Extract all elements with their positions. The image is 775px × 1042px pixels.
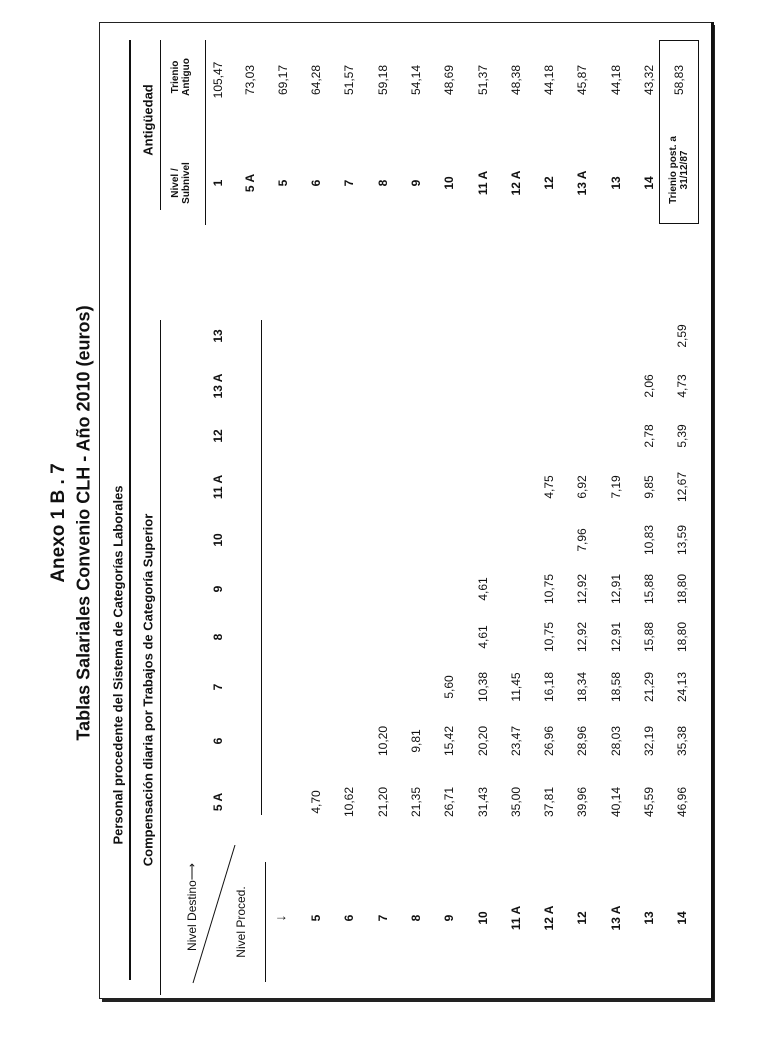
header-antiguedad: Antigüedad	[140, 84, 156, 156]
table-cell: 45,59	[642, 786, 656, 818]
table-cell: 12,67	[675, 471, 689, 503]
table-cell: 2,78	[642, 424, 656, 448]
destino-column-header: 13 A	[211, 373, 225, 399]
antiguedad-trienio: 51,57	[342, 64, 356, 96]
row-level-label: 10	[476, 911, 490, 925]
table-cell: 10,62	[342, 786, 356, 818]
antiguedad-nivel: 5 A	[243, 173, 257, 193]
antiguedad-nivel: 9	[409, 179, 423, 187]
table-cell: 15,42	[442, 725, 456, 757]
antiguedad-trienio: 54,14	[409, 64, 423, 96]
trienio-post-value: 58,83	[672, 64, 686, 96]
antiguedad-trienio: 51,37	[476, 64, 490, 96]
trienio-post-label: Trienio post. a 31/12/87	[668, 136, 690, 204]
row-level-label: 6	[342, 914, 356, 922]
antiguedad-col-trienio: Trienio Antiguo	[170, 58, 192, 96]
table-cell: 39,96	[575, 786, 589, 818]
table-cell: 9,85	[642, 475, 656, 499]
antiguedad-trienio: 59,18	[376, 64, 390, 96]
antiguedad-nivel: 6	[309, 179, 323, 187]
table-cell: 10,75	[542, 621, 556, 653]
antiguedad-nivel: 10	[442, 176, 456, 190]
row-level-label: 11 A	[509, 905, 523, 931]
row-level-label: 7	[376, 914, 390, 922]
table-cell: 4,70	[309, 790, 323, 814]
table-cell: 26,96	[542, 725, 556, 757]
table-cell: 4,61	[476, 577, 490, 601]
table-cell: 5,60	[442, 675, 456, 699]
row-level-label: 12	[575, 911, 589, 925]
destino-column-header: 9	[211, 585, 225, 593]
destino-column-header: 8	[211, 633, 225, 641]
header-rule-top	[129, 40, 131, 980]
antiguedad-nivel: 8	[376, 179, 390, 187]
table-cell: 21,35	[409, 786, 423, 818]
table-cell: 18,58	[609, 671, 623, 703]
header-rule-personal	[160, 320, 161, 995]
row-level-label: 14	[675, 911, 689, 925]
antiguedad-trienio: 45,87	[575, 64, 589, 96]
nivel-destino-label: Nivel Destino⟶	[185, 863, 199, 951]
nivel-proced-label: Nivel Proced.	[234, 886, 248, 958]
row-level-label: 13 A	[609, 905, 623, 931]
table-cell: 15,88	[642, 573, 656, 605]
table-cell: 10,20	[376, 725, 390, 757]
antiguedad-trienio: 105,47	[211, 61, 225, 99]
destino-column-header: 11 A	[211, 474, 225, 500]
row-level-label: 9	[442, 914, 456, 922]
antiguedad-nivel: 5	[276, 179, 290, 187]
table-cell: 20,20	[476, 725, 490, 757]
antiguedad-nivel: 12	[542, 176, 556, 190]
table-cell: 6,92	[575, 475, 589, 499]
table-cell: 2,59	[675, 324, 689, 348]
antiguedad-trienio: 69,17	[276, 64, 290, 96]
rowheader-rule	[265, 862, 266, 982]
row-level-label: 5	[309, 914, 323, 922]
antiguedad-nivel: 11 A	[476, 170, 490, 196]
table-cell: 7,96	[575, 528, 589, 552]
antiguedad-col-nivel: Nivel / Subnivel	[170, 162, 192, 204]
antiguedad-trienio: 43,32	[642, 64, 656, 96]
table-cell: 10,38	[476, 671, 490, 703]
table-cell: 21,29	[642, 671, 656, 703]
column-header-rule	[261, 320, 262, 815]
down-arrow-icon: ↓	[272, 914, 288, 922]
destino-column-header: 7	[211, 683, 225, 691]
table-cell: 28,96	[575, 725, 589, 757]
table-cell: 4,73	[675, 374, 689, 398]
destino-column-header: 5 A	[211, 792, 225, 812]
table-cell: 12,92	[575, 621, 589, 653]
table-cell: 24,13	[675, 671, 689, 703]
table-cell: 26,71	[442, 786, 456, 818]
table-cell: 35,00	[509, 786, 523, 818]
page-subtitle: Tablas Salariales Convenio CLH - Año 2010 (euros)	[73, 305, 94, 741]
antiguedad-trienio: 48,38	[509, 64, 523, 96]
row-level-label: 8	[409, 914, 423, 922]
header-rule-antiguedad	[160, 40, 161, 210]
table-cell: 28,03	[609, 725, 623, 757]
table-cell: 23,47	[509, 725, 523, 757]
table-cell: 12,91	[609, 621, 623, 653]
antiguedad-nivel: 13 A	[575, 170, 589, 196]
antiguedad-trienio: 73,03	[243, 64, 257, 96]
table-cell: 10,83	[642, 524, 656, 556]
antiguedad-nivel: 12 A	[509, 170, 523, 196]
table-cell: 32,19	[642, 725, 656, 757]
table-cell: 4,61	[476, 625, 490, 649]
antiguedad-nivel: 1	[211, 179, 225, 187]
antiguedad-trienio: 44,18	[542, 64, 556, 96]
table-cell: 16,18	[542, 671, 556, 703]
table-cell: 46,96	[675, 786, 689, 818]
table-cell: 4,75	[542, 475, 556, 499]
table-cell: 18,80	[675, 573, 689, 605]
table-cell: 7,19	[609, 475, 623, 499]
antiguedad-trienio: 48,69	[442, 64, 456, 96]
header-personal: Personal procedente del Sistema de Categorías Laborales	[110, 485, 126, 845]
row-level-label: 12 A	[542, 905, 556, 931]
table-cell: 31,43	[476, 786, 490, 818]
table-cell: 9,81	[409, 729, 423, 753]
table-cell: 10,75	[542, 573, 556, 605]
antiguedad-trienio: 64,28	[309, 64, 323, 96]
header-compensacion: Compensación diaria por Trabajos de Categoría Superior	[140, 513, 156, 867]
row-level-label: 13	[642, 911, 656, 925]
table-cell: 13,59	[675, 524, 689, 556]
antiguedad-nivel: 7	[342, 179, 356, 187]
destino-column-header: 12	[211, 429, 225, 443]
table-cell: 21,20	[376, 786, 390, 818]
bottom-rule	[711, 22, 714, 1000]
table-cell: 18,34	[575, 671, 589, 703]
table-cell: 2,06	[642, 374, 656, 398]
table-cell: 12,91	[609, 573, 623, 605]
table-cell: 40,14	[609, 786, 623, 818]
destino-column-header: 10	[211, 533, 225, 547]
antiguedad-nivel: 13	[609, 176, 623, 190]
table-cell: 11,45	[509, 672, 523, 702]
antiguedad-trienio: 44,18	[609, 64, 623, 96]
table-cell: 18,80	[675, 621, 689, 653]
destino-column-header: 6	[211, 737, 225, 745]
table-cell: 5,39	[675, 424, 689, 448]
antiguedad-col-rule	[205, 40, 206, 225]
antiguedad-nivel: 14	[642, 176, 656, 190]
table-cell: 37,81	[542, 786, 556, 818]
table-cell: 15,88	[642, 621, 656, 653]
page-title: Anexo 1 B . 7	[48, 463, 69, 583]
table-cell: 35,38	[675, 725, 689, 757]
destino-column-header: 13	[211, 329, 225, 343]
table-cell: 12,92	[575, 573, 589, 605]
